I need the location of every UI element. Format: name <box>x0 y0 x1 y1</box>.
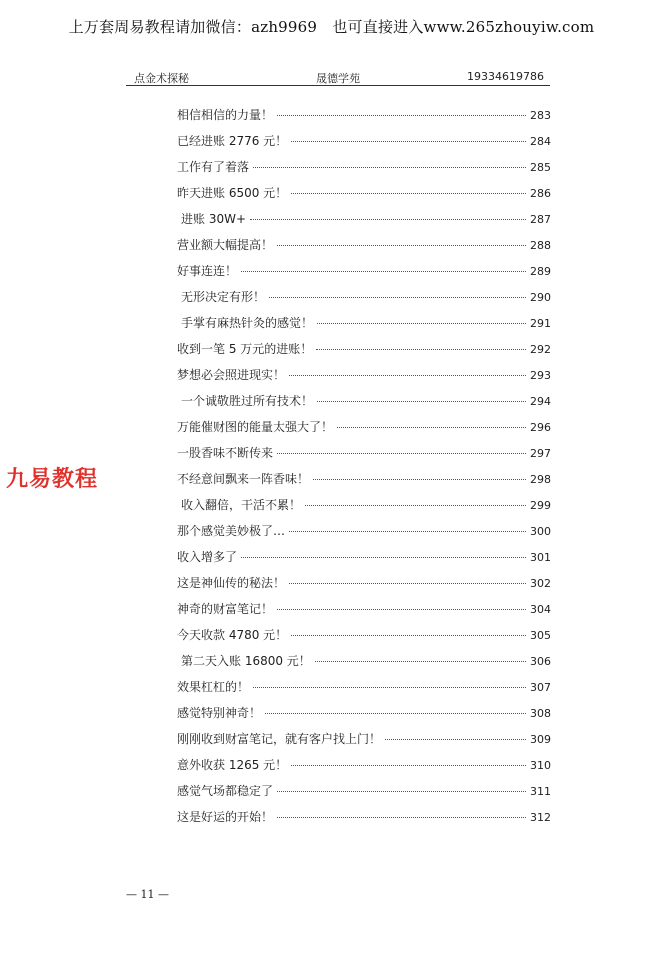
toc-leader-dots <box>277 609 526 610</box>
toc-entry-page: 307 <box>530 681 551 694</box>
toc-entry[interactable] <box>177 236 551 262</box>
toc-leader-dots <box>305 505 526 506</box>
toc-entry-title: 收到一笔 5 万元的进账！ <box>177 342 313 356</box>
toc-leader-dots <box>269 297 526 298</box>
toc-entry[interactable] <box>177 808 551 834</box>
toc-entry-page: 294 <box>530 395 551 408</box>
toc-entry[interactable] <box>177 574 551 600</box>
toc-entry-title: 昨天进账 6500 元！ <box>177 186 288 200</box>
toc-entry-page: 293 <box>530 369 551 382</box>
toc-entry-title: 工作有了着落 <box>177 160 250 174</box>
toc-entry[interactable] <box>177 262 551 288</box>
toc-leader-dots <box>291 635 526 636</box>
toc-entry-page: 302 <box>530 577 551 590</box>
toc-leader-dots <box>265 713 526 714</box>
toc-leader-dots <box>277 115 526 116</box>
toc-entry-page: 305 <box>530 629 551 642</box>
toc-entry[interactable] <box>177 392 551 418</box>
header-divider <box>126 85 550 86</box>
header-left-title: 点金术探秘 <box>134 72 189 85</box>
toc-entry-title: 进账 30W+ <box>181 212 247 226</box>
toc-entry-page: 285 <box>530 161 551 174</box>
toc-entry-title: 梦想必会照进现实！ <box>177 368 286 382</box>
toc-entry-title: 今天收款 4780 元！ <box>177 628 288 642</box>
toc-entry[interactable] <box>177 210 551 236</box>
toc-entry-title: 意外收获 1265 元！ <box>177 758 288 772</box>
toc-leader-dots <box>337 427 526 428</box>
toc-entry-page: 310 <box>530 759 551 772</box>
toc-leader-dots <box>289 531 526 532</box>
toc-entry-title: 无形决定有形！ <box>181 290 266 304</box>
toc-entry[interactable] <box>177 496 551 522</box>
toc-entry[interactable] <box>177 184 551 210</box>
toc-entry-page: 286 <box>530 187 551 200</box>
toc-entry[interactable] <box>177 314 551 340</box>
toc-entry-title: 相信相信的力量！ <box>177 108 274 122</box>
toc-entry[interactable] <box>177 704 551 730</box>
toc-entry-title: 第二天入账 16800 元！ <box>181 654 311 668</box>
toc-leader-dots <box>317 401 526 402</box>
toc-entry-title: 营业额大幅提高！ <box>177 238 274 252</box>
toc-entry-page: 298 <box>530 473 551 486</box>
top-banner: 上万套周易教程请加微信：azh9969 也可直接进入www.265zhouyiw.com <box>68 18 595 36</box>
toc-entry[interactable] <box>177 756 551 782</box>
toc-entry-title: 一股香味不断传来 <box>177 446 274 460</box>
toc-leader-dots <box>316 349 526 350</box>
toc-leader-dots <box>291 193 526 194</box>
header-center-title: 晟德学苑 <box>316 72 360 85</box>
toc-leader-dots <box>291 765 526 766</box>
toc-leader-dots <box>289 583 526 584</box>
toc-entry-title: 已经进账 2776 元！ <box>177 134 288 148</box>
toc-leader-dots <box>277 453 526 454</box>
toc-entry[interactable] <box>177 522 551 548</box>
page-number: — 11 — <box>126 888 169 901</box>
toc-entry-title: 收入翻倍，干活不累！ <box>181 498 302 512</box>
toc-entry[interactable] <box>177 158 551 184</box>
toc-entry-title: 一个诚敬胜过所有技术！ <box>181 394 314 408</box>
toc-entry-title: 效果杠杠的！ <box>177 680 250 694</box>
toc-leader-dots <box>241 557 526 558</box>
toc-leader-dots <box>313 479 526 480</box>
toc-entry[interactable] <box>177 132 551 158</box>
toc-leader-dots <box>241 271 526 272</box>
toc-entry-page: 292 <box>530 343 551 356</box>
toc-entry-title: 刚刚收到财富笔记，就有客户找上门！ <box>177 732 382 746</box>
toc-entry-page: 299 <box>530 499 551 512</box>
toc-entry-page: 290 <box>530 291 551 304</box>
toc-entry[interactable] <box>177 106 551 132</box>
toc-entry-page: 301 <box>530 551 551 564</box>
toc-entry-page: 309 <box>530 733 551 746</box>
watermark-logo: 九易教程 <box>6 467 99 492</box>
toc-entry-title: 不经意间飘来一阵香味！ <box>177 472 310 486</box>
toc-entry-page: 312 <box>530 811 551 824</box>
toc-entry[interactable] <box>177 340 551 366</box>
toc-entry-page: 300 <box>530 525 551 538</box>
toc-entry-page: 311 <box>530 785 551 798</box>
toc-entry-page: 304 <box>530 603 551 616</box>
toc-entry[interactable] <box>177 470 551 496</box>
toc-entry-title: 这是好运的开始！ <box>177 810 274 824</box>
toc-entry-page: 306 <box>530 655 551 668</box>
toc-leader-dots <box>277 817 526 818</box>
header-phone: 19334619786 <box>467 70 544 83</box>
toc-entry-page: 287 <box>530 213 551 226</box>
toc-leader-dots <box>385 739 526 740</box>
toc-entry[interactable] <box>177 288 551 314</box>
toc-entry-title: 感觉气场都稳定了 <box>177 784 274 798</box>
toc-leader-dots <box>291 141 526 142</box>
toc-entry[interactable] <box>177 678 551 704</box>
toc-leader-dots <box>277 245 526 246</box>
toc-entry-page: 291 <box>530 317 551 330</box>
toc-entry-page: 308 <box>530 707 551 720</box>
toc-leader-dots <box>315 661 526 662</box>
toc-entry-title: 万能催财图的能量太强大了！ <box>177 420 334 434</box>
toc-entry[interactable] <box>177 626 551 652</box>
toc-leader-dots <box>317 323 526 324</box>
toc-entry-title: 感觉特别神奇！ <box>177 706 262 720</box>
toc-entry[interactable] <box>177 782 551 808</box>
toc-entry[interactable] <box>177 548 551 574</box>
toc-leader-dots <box>277 791 526 792</box>
page-header <box>126 68 550 86</box>
toc-leader-dots <box>289 375 526 376</box>
toc-entry-page: 296 <box>530 421 551 434</box>
toc-entry[interactable] <box>177 418 551 444</box>
toc-entry-page: 283 <box>530 109 551 122</box>
toc-entry-page: 289 <box>530 265 551 278</box>
toc-leader-dots <box>250 219 526 220</box>
toc-entry-title: 收入增多了 <box>177 550 238 564</box>
toc-entry[interactable] <box>177 444 551 470</box>
toc-entry[interactable] <box>177 652 551 678</box>
toc-entry[interactable] <box>177 366 551 392</box>
toc-entry-title: 手掌有麻热针灸的感觉！ <box>181 316 314 330</box>
toc-entry-title: 这是神仙传的秘法！ <box>177 576 286 590</box>
toc-leader-dots <box>253 167 526 168</box>
toc-entry-page: 284 <box>530 135 551 148</box>
toc-entry-title: 神奇的财富笔记！ <box>177 602 274 616</box>
table-of-contents <box>177 106 551 834</box>
toc-entry-title: 那个感觉美妙极了… <box>177 524 286 538</box>
toc-entry-title: 好事连连！ <box>177 264 238 278</box>
toc-leader-dots <box>253 687 526 688</box>
toc-entry-page: 297 <box>530 447 551 460</box>
toc-entry[interactable] <box>177 730 551 756</box>
toc-entry-page: 288 <box>530 239 551 252</box>
toc-entry[interactable] <box>177 600 551 626</box>
